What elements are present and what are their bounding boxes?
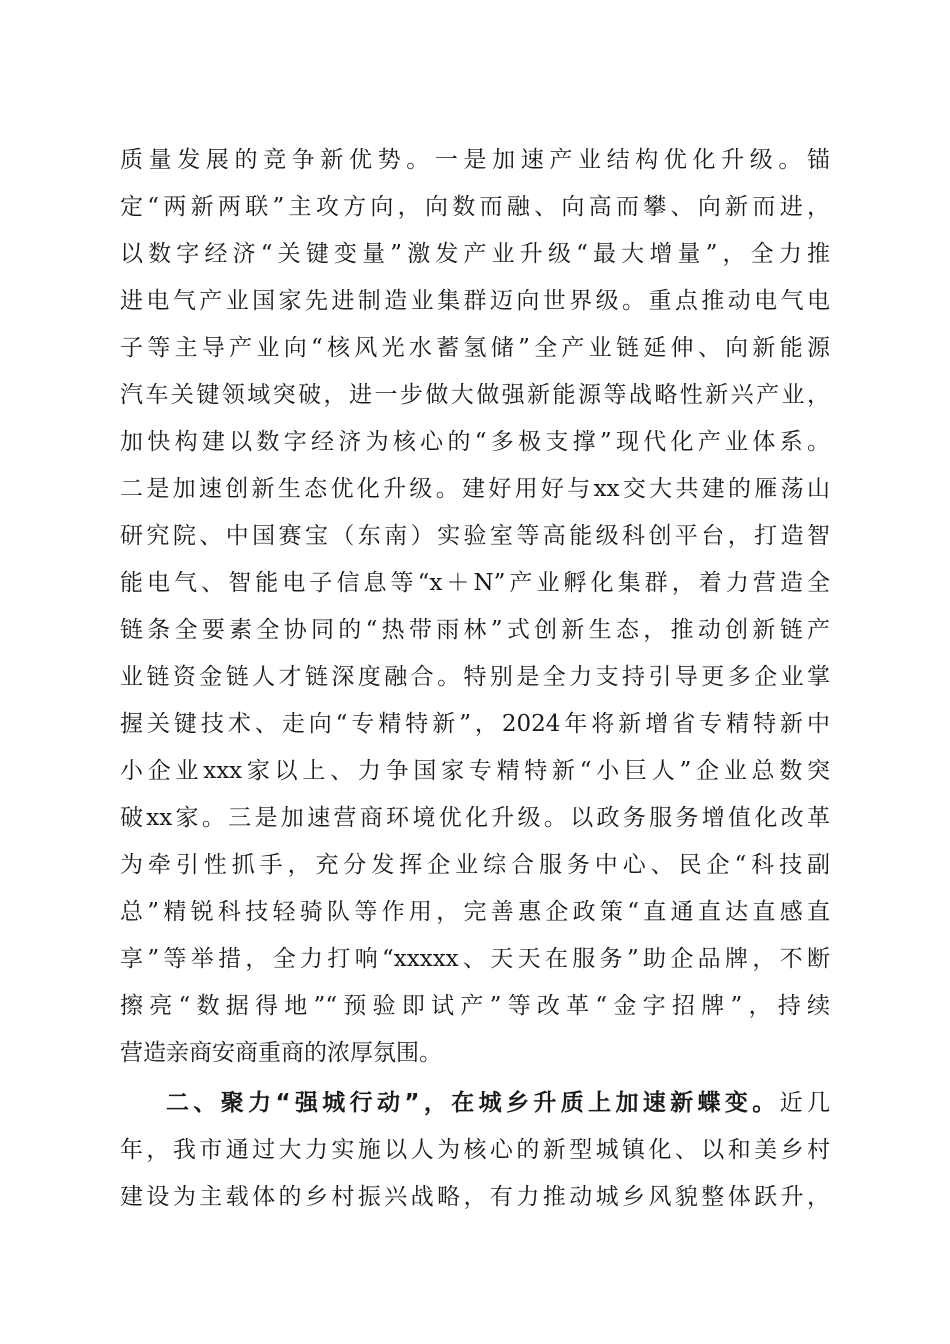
- paragraph-line-last: 营造亲商安商重商的浓厚氛围。: [120, 1040, 442, 1066]
- paragraph-line: 链条全要素全协同的“热带雨林”式创新生态，推动创新链产: [120, 617, 830, 643]
- paragraph-line: 能电气、智能电子信息等“x＋N”产业孵化集群，着力营造全: [120, 570, 830, 596]
- paragraph-line: 子等主导产业向“核风光水蓄氢储”全产业链延伸、向新能源: [120, 335, 830, 361]
- paragraph-line: 进电气产业国家先进制造业集群迈向世界级。重点推动电气电: [120, 288, 830, 314]
- paragraph-line: 业链资金链人才链深度融合。特别是全力支持引导更多企业掌: [120, 664, 830, 690]
- paragraph-line: 汽车关键领域突破，进一步做大做强新能源等战略性新兴产业，: [120, 382, 830, 408]
- paragraph-line: 加快构建以数字经济为核心的“多极支撑”现代化产业体系。: [120, 429, 830, 455]
- paragraph-line: 质量发展的竞争新优势。一是加速产业结构优化升级。锚: [120, 147, 830, 173]
- paragraph-line: 握关键技术、走向“专精特新”，2024年将新增省专精特新中: [120, 711, 830, 737]
- paragraph-line: 定“两新两联”主攻方向，向数而融、向高而攀、向新而进，: [120, 194, 830, 220]
- section-heading-line: [166, 1083, 830, 1123]
- paragraph-line: 总”精锐科技轻骑队等作用，完善惠企政策“直通直达直感直: [120, 899, 830, 925]
- paragraph-line: 研究院、中国赛宝（东南）实验室等高能级科创平台，打造智: [120, 523, 830, 549]
- paragraph-line: 擦亮“数据得地”“预验即试产”等改革“金字招牌”，持续: [120, 993, 830, 1019]
- paragraph-line: 享”等举措，全力打响“xxxxx、天天在服务”助企品牌，不断: [120, 946, 830, 972]
- paragraph-line: 年，我市通过大力实施以人为核心的新型城镇化、以和美乡村: [120, 1137, 830, 1163]
- heading-continuation: 近几: [779, 1090, 831, 1116]
- paragraph-line: 二是加速创新生态优化升级。建好用好与xx交大共建的雁荡山: [120, 476, 830, 502]
- paragraph-line: 以数字经济“关键变量”激发产业升级“最大增量”，全力推: [120, 241, 830, 267]
- paragraph-line: 小企业xxx家以上、力争国家专精特新“小巨人”企业总数突: [120, 758, 830, 784]
- paragraph-line: 破xx家。三是加速营商环境优化升级。以政务服务增值化改革: [120, 805, 830, 831]
- paragraph-line: 建设为主载体的乡村振兴战略，有力推动城乡风貌整体跃升，: [120, 1184, 830, 1210]
- paragraph-line: 为牵引性抓手，充分发挥企业综合服务中心、民企“科技副: [120, 852, 830, 878]
- section-heading: 二、聚力“强城行动”，在城乡升质上加速新蝶变。: [166, 1090, 780, 1116]
